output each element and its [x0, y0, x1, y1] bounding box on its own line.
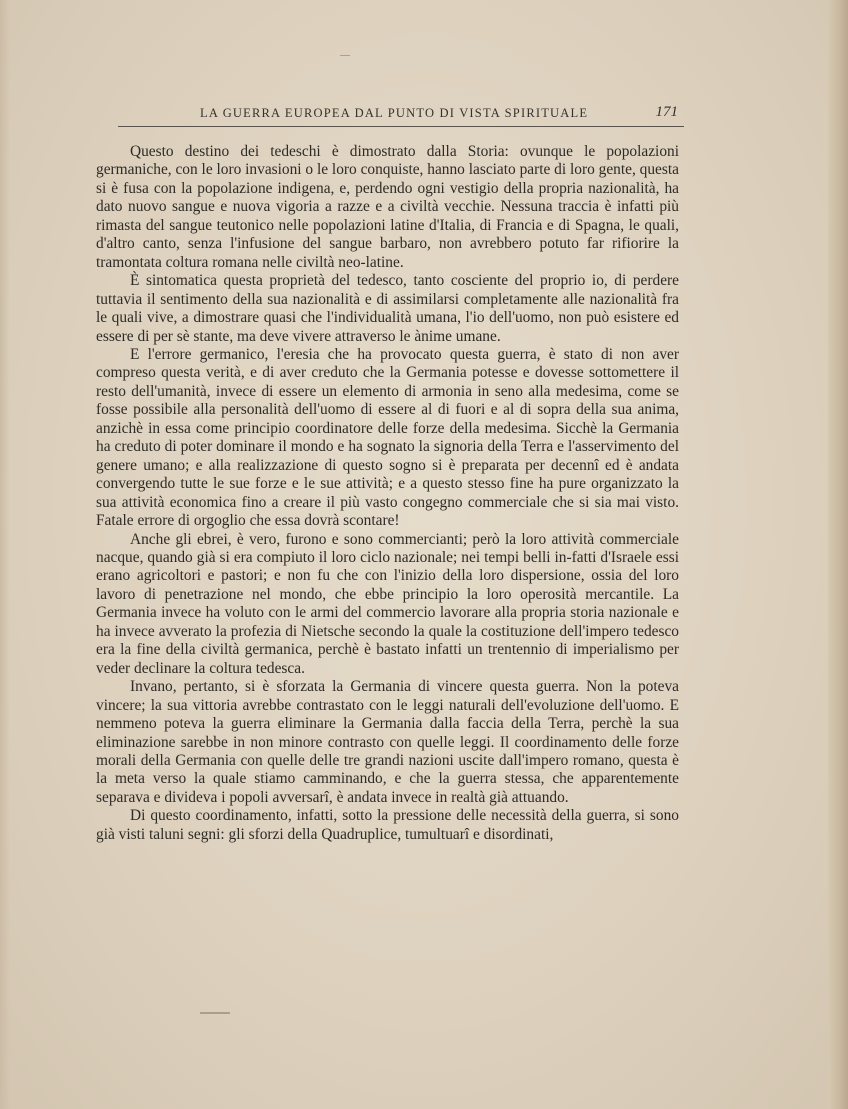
running-header [118, 104, 684, 126]
paragraph: Invano, pertanto, si è sforzata la Germania di vincere questa guerra. Non la poteva vincere; la sua vittoria avrebbe contrastato con le leggi naturali dell'evoluzione dell'uomo. E nemmeno poteva la guerra eliminare la Germania dalla faccia della Terra, perchè la sua eliminazione sarebbe in non minore contrasto con quelle leggi. Il coordinamento delle forze morali della Germania con quelle delle tre grandi nazioni uscite dall'impero romano, questa è la meta verso la quale stiamo camminando, e che la guerra stessa, che apparentemente separava e divideva i popoli avversarî, è andata invece in realtà già attuando. [96, 678, 679, 806]
paper-blemish [200, 1012, 230, 1014]
body-text [96, 143, 679, 844]
paragraph: Questo destino dei tedeschi è dimostrato dalla Storia: ovunque le popolazioni germaniche, con le loro invasioni o le loro conquiste, hanno lasciato parte di loro gente, questa si è fusa con la popolazione indigena, e, perdendo ogni vestigio della propria nazionalità, ha dato nuovo sangue e nuova vigoria a razze e a civiltà vecchie. Nessuna traccia è infatti più rimasta del sangue teutonico nelle popolazioni latine d'Italia, di Francia e di Spagna, le quali, d'altro canto, senza l'infusione del sangue barbaro, non avrebbero potuto far rifiorire la tramontata coltura romana nelle civiltà neo-latine. [96, 143, 679, 271]
paragraph: Anche gli ebrei, è vero, furono e sono commercianti; però la loro attività commerciale nacque, quando già si era compiuto il loro ciclo nazionale; nei tempi belli in-fatti d'Israele essi erano agricoltori e pastori; e non fu che con l'inizio della loro dispersione, ossia del loro lavoro di penetrazione nel mondo, che ebbe principio la loro operosità mercantile. La Germania invece ha voluto con le armi del commercio lavorare alla propria storia nazionale e ha invece avverato la profezia di Nietsche secondo la quale la costituzione dell'impero tedesco era la fine della civiltà germanica, perchè è bastato infatti un trentennio di imperialismo per veder declinare la coltura tedesca. [96, 530, 679, 677]
page-left-edge [0, 0, 10, 1109]
page-number: 171 [655, 104, 678, 120]
page-right-edge [828, 0, 848, 1109]
paragraph: Di questo coordinamento, infatti, sotto la pressione delle necessità della guerra, si sono già visti taluni segni: gli sforzi della Quadruplice, tumultuarî e disordinati, [96, 807, 679, 843]
running-header-title: LA GUERRA EUROPEA DAL PUNTO DI VISTA SPIRITUALE [200, 106, 589, 120]
paragraph: E l'errore germanico, l'eresia che ha provocato questa guerra, è stato di non aver compreso questa verità, e di aver creduto che la Germania potesse e dovesse sottomettere il resto dell'umanità, invece di essere un elemento di armonia in seno alla medesima, come se fosse possibile alla personalità dell'uomo di essere al di fuori e al di sopra della sua anima, anzichè in essa come principio coordinatore delle forze della medesima. Sicchè la Germania ha creduto di poter dominare il mondo e ha sognato la signoria della Terra e l'asservimento del genere umano; e alla realizzazione di questo sogno si è preparata per decennî ed è andata convergendo tutte le sue forze e le sue attività; e a questo stesso fine ha pure organizzato la sua attività economica fino a creare il più vasto congegno commerciale che si sia mai visto. Fatale errore di orgoglio che essa dovrà scontare! [96, 345, 679, 530]
paragraph: È sintomatica questa proprietà del tedesco, tanto cosciente del proprio io, di perdere tuttavia il sentimento della sua nazionalità e di assimilarsi completamente alle nazionalità fra le quali vive, a dimostrare quasi che l'individualità umana, l'io dell'uomo, non può esistere ed essere di per sè stante, ma deve vivere attraverso le ànime umane. [96, 272, 679, 345]
paper-blemish [340, 55, 350, 56]
header-rule [118, 126, 684, 127]
